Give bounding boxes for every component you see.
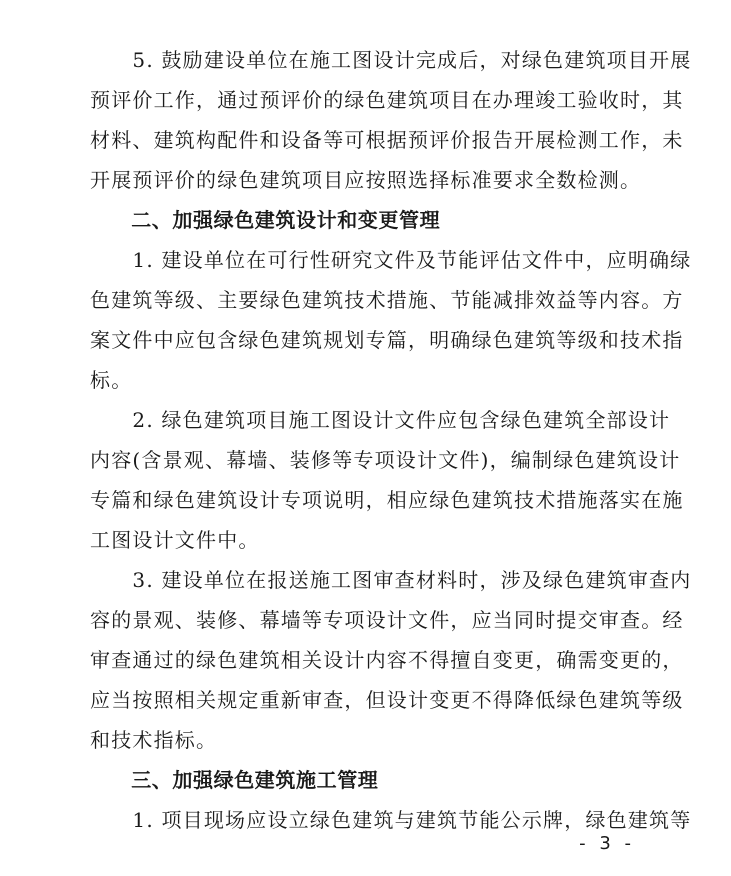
page-number: - 3 - [579,833,635,854]
section-2-item-2-line-3: 专篇和绿色建筑设计专项说明，相应绿色建筑技术措施落实在施 [90,488,684,512]
section-2-item-1-line-2: 色建筑等级、主要绿色建筑技术措施、节能减排效益等内容。方 [90,288,684,312]
paragraph-5-line-2: 预评价工作，通过预评价的绿色建筑项目在办理竣工验收时，其 [90,88,684,112]
section-2-item-3-line-1: 3. 建设单位在报送施工图审查材料时，涉及绿色建筑审查内 [90,568,692,592]
section-2-item-1-line-3: 案文件中应包含绿色建筑规划专篇，明确绿色建筑等级和技术指 [90,328,684,352]
section-3-item-1-line-1: 1. 项目现场应设立绿色建筑与建筑节能公示牌，绿色建筑等 [90,808,692,832]
section-2-item-1-line-4: 标。 [90,368,133,392]
section-2-item-2-line-4: 工图设计文件中。 [90,528,260,552]
section-2-item-3-line-3: 审查通过的绿色建筑相关设计内容不得擅自变更，确需变更的， [90,648,684,672]
section-2-item-3-line-5: 和技术指标。 [90,728,218,752]
paragraph-5-line-3: 材料、建筑构配件和设备等可根据预评价报告开展检测工作，未 [90,128,684,152]
section-2-item-3-line-2: 容的景观、装修、幕墙等专项设计文件，应当同时提交审查。经 [90,608,684,632]
section-heading-2: 二、加强绿色建筑设计和变更管理 [90,208,441,232]
section-2-item-1-line-1: 1. 建设单位在可行性研究文件及节能评估文件中，应明确绿 [90,248,692,272]
paragraph-5-line-1: 5. 鼓励建设单位在施工图设计完成后，对绿色建筑项目开展 [90,48,692,72]
paragraph-5-line-4: 开展预评价的绿色建筑项目应按照选择标准要求全数检测。 [90,168,642,192]
section-2-item-2-line-1: 2. 绿色建筑项目施工图设计文件应包含绿色建筑全部设计 [90,408,671,432]
section-2-item-2-line-2: 内容(含景观、幕墙、装修等专项设计文件)，编制绿色建筑设计 [90,448,681,472]
section-heading-3: 三、加强绿色建筑施工管理 [90,768,379,792]
section-2-item-3-line-4: 应当按照相关规定重新审查，但设计变更不得降低绿色建筑等级 [90,688,684,712]
